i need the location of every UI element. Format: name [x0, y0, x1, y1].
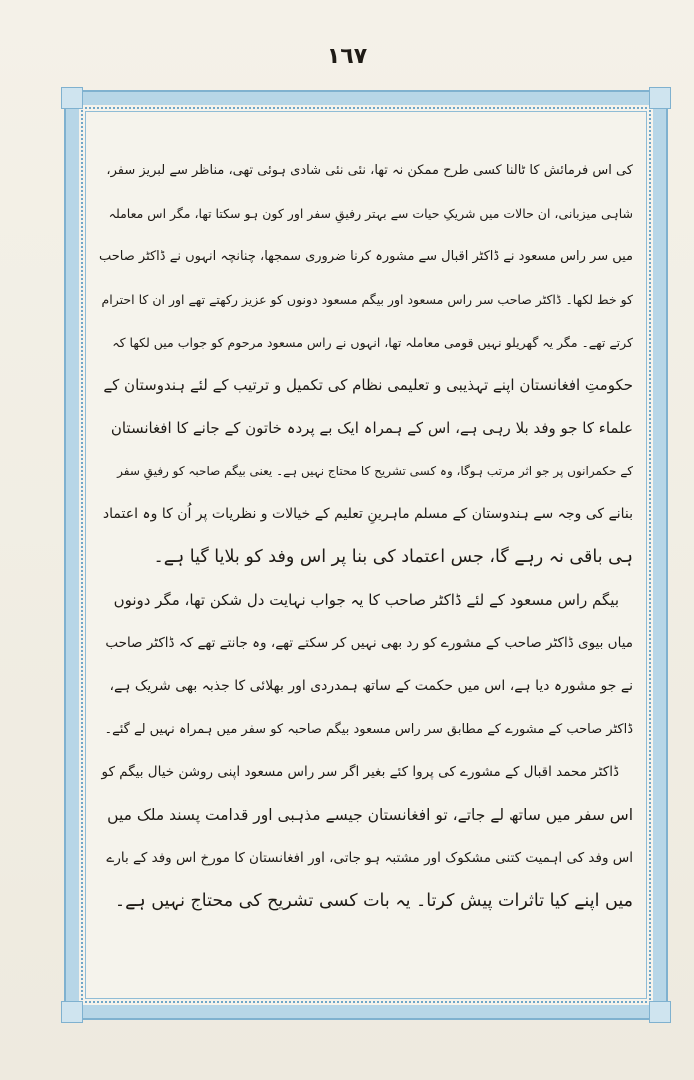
text-line: علماء کا جو وفد بلا رہی ہے، اس کے ہمراہ ایک بے پردہ خاتون کے جانے کا افغانستان: [110, 419, 633, 437]
frame-corner-ornament: [649, 87, 671, 109]
text-line: ڈاکٹر صاحب کے مشورے کے مطابق سر راس مسعود بیگم صاحبہ کو سفر میں ہمراہ نہیں لے گئے۔: [104, 722, 633, 737]
text-line: بنانے کی وجہ سے ہندوستان کے مسلم ماہرینِ تعلیم کے خیالات و نظریات پر اُن کا وہ اعتماد: [102, 506, 633, 522]
frame-corner-ornament: [61, 87, 83, 109]
text-line: اس وفد کی اہمیت کتنی مشکوک اور مشتبہ ہو جاتی، اور افغانستان کا مورخ اس وفد کے بارے: [106, 850, 633, 866]
text-line: کی اس فرمائش کا ٹالنا کسی طرح ممکن نہ تھا، نئی نئی شادی ہوئی تھی، مناظر سے لبریز سفر،: [106, 163, 633, 178]
body-text: [99, 149, 633, 923]
text-line: حکومتِ افغانستان اپنے تہذیبی و تعلیمی نظام کی تکمیل و ترتیب کے لئے ہندوستان کے: [103, 376, 633, 394]
text-line: ڈاکٹر محمد اقبال کے مشورے کی پروا کئے بغیر اگر سر راس مسعود اپنی روشن خیال بیگم کو: [101, 764, 619, 780]
text-line: کے حکمرانوں پر جو اثر مرتب ہوگا، وہ کسی تشریح کا محتاج نہیں ہے۔ یعنی بیگم صاحبہ کو رفیقِ سفر: [117, 464, 633, 478]
text-line: شاہی میزبانی، ان حالات میں شریکِ حیات سے بہتر رفیقِ سفر اور کون ہو سکتا تھا، مگر اس معاملہ: [108, 206, 633, 221]
text-line: کو خط لکھا۔ ڈاکٹر صاحب سر راس مسعود اور بیگم مسعود دونوں کو عزیز رکھتے تھے اور ان کا احترام: [101, 292, 633, 307]
text-line: ہی باقی نہ رہے گا، جس اعتماد کی بنا پر اس وفد کو بلایا گیا ہے۔: [153, 547, 633, 567]
text-line: میں اپنے کیا تاثرات پیش کرتا۔ یہ بات کسی تشریح کی محتاج نہیں ہے۔: [114, 891, 633, 911]
text-line: کرتے تھے۔ مگر یہ گھریلو نہیں قومی معاملہ تھا، انہوں نے راس مسعود مرحوم کو جواب میں لکھا کہ: [112, 335, 633, 350]
text-line: بیگم راس مسعود کے لئے ڈاکٹر صاحب کا یہ جواب نہایت دل شکن تھا، مگر دونوں: [113, 591, 619, 609]
text-line: میاں بیوی ڈاکٹر صاحب کے مشورے کو رد بھی نہیں کر سکتے تھے، وہ جانتے تھے کہ ڈاکٹر صاحب: [105, 635, 633, 651]
page-number: ١٦٧: [326, 44, 368, 69]
text-line: نے جو مشورہ دیا ہے، اس میں حکمت کے ساتھ ہمدردی اور بھلائی کا جذبہ بھی شریک ہے،: [109, 678, 633, 694]
decorative-border-frame: [64, 90, 668, 1020]
frame-corner-ornament: [649, 1001, 671, 1023]
frame-corner-ornament: [61, 1001, 83, 1023]
text-line: میں سر راس مسعود نے ڈاکٹر اقبال سے مشورہ کرنا ضروری سمجھا، چنانچہ انہوں نے ڈاکٹر صاحب: [99, 249, 633, 264]
text-line: اس سفر میں ساتھ لے جاتے، تو افغانستان جیسے مذہبی اور قدامت پسند ملک میں: [107, 806, 633, 824]
